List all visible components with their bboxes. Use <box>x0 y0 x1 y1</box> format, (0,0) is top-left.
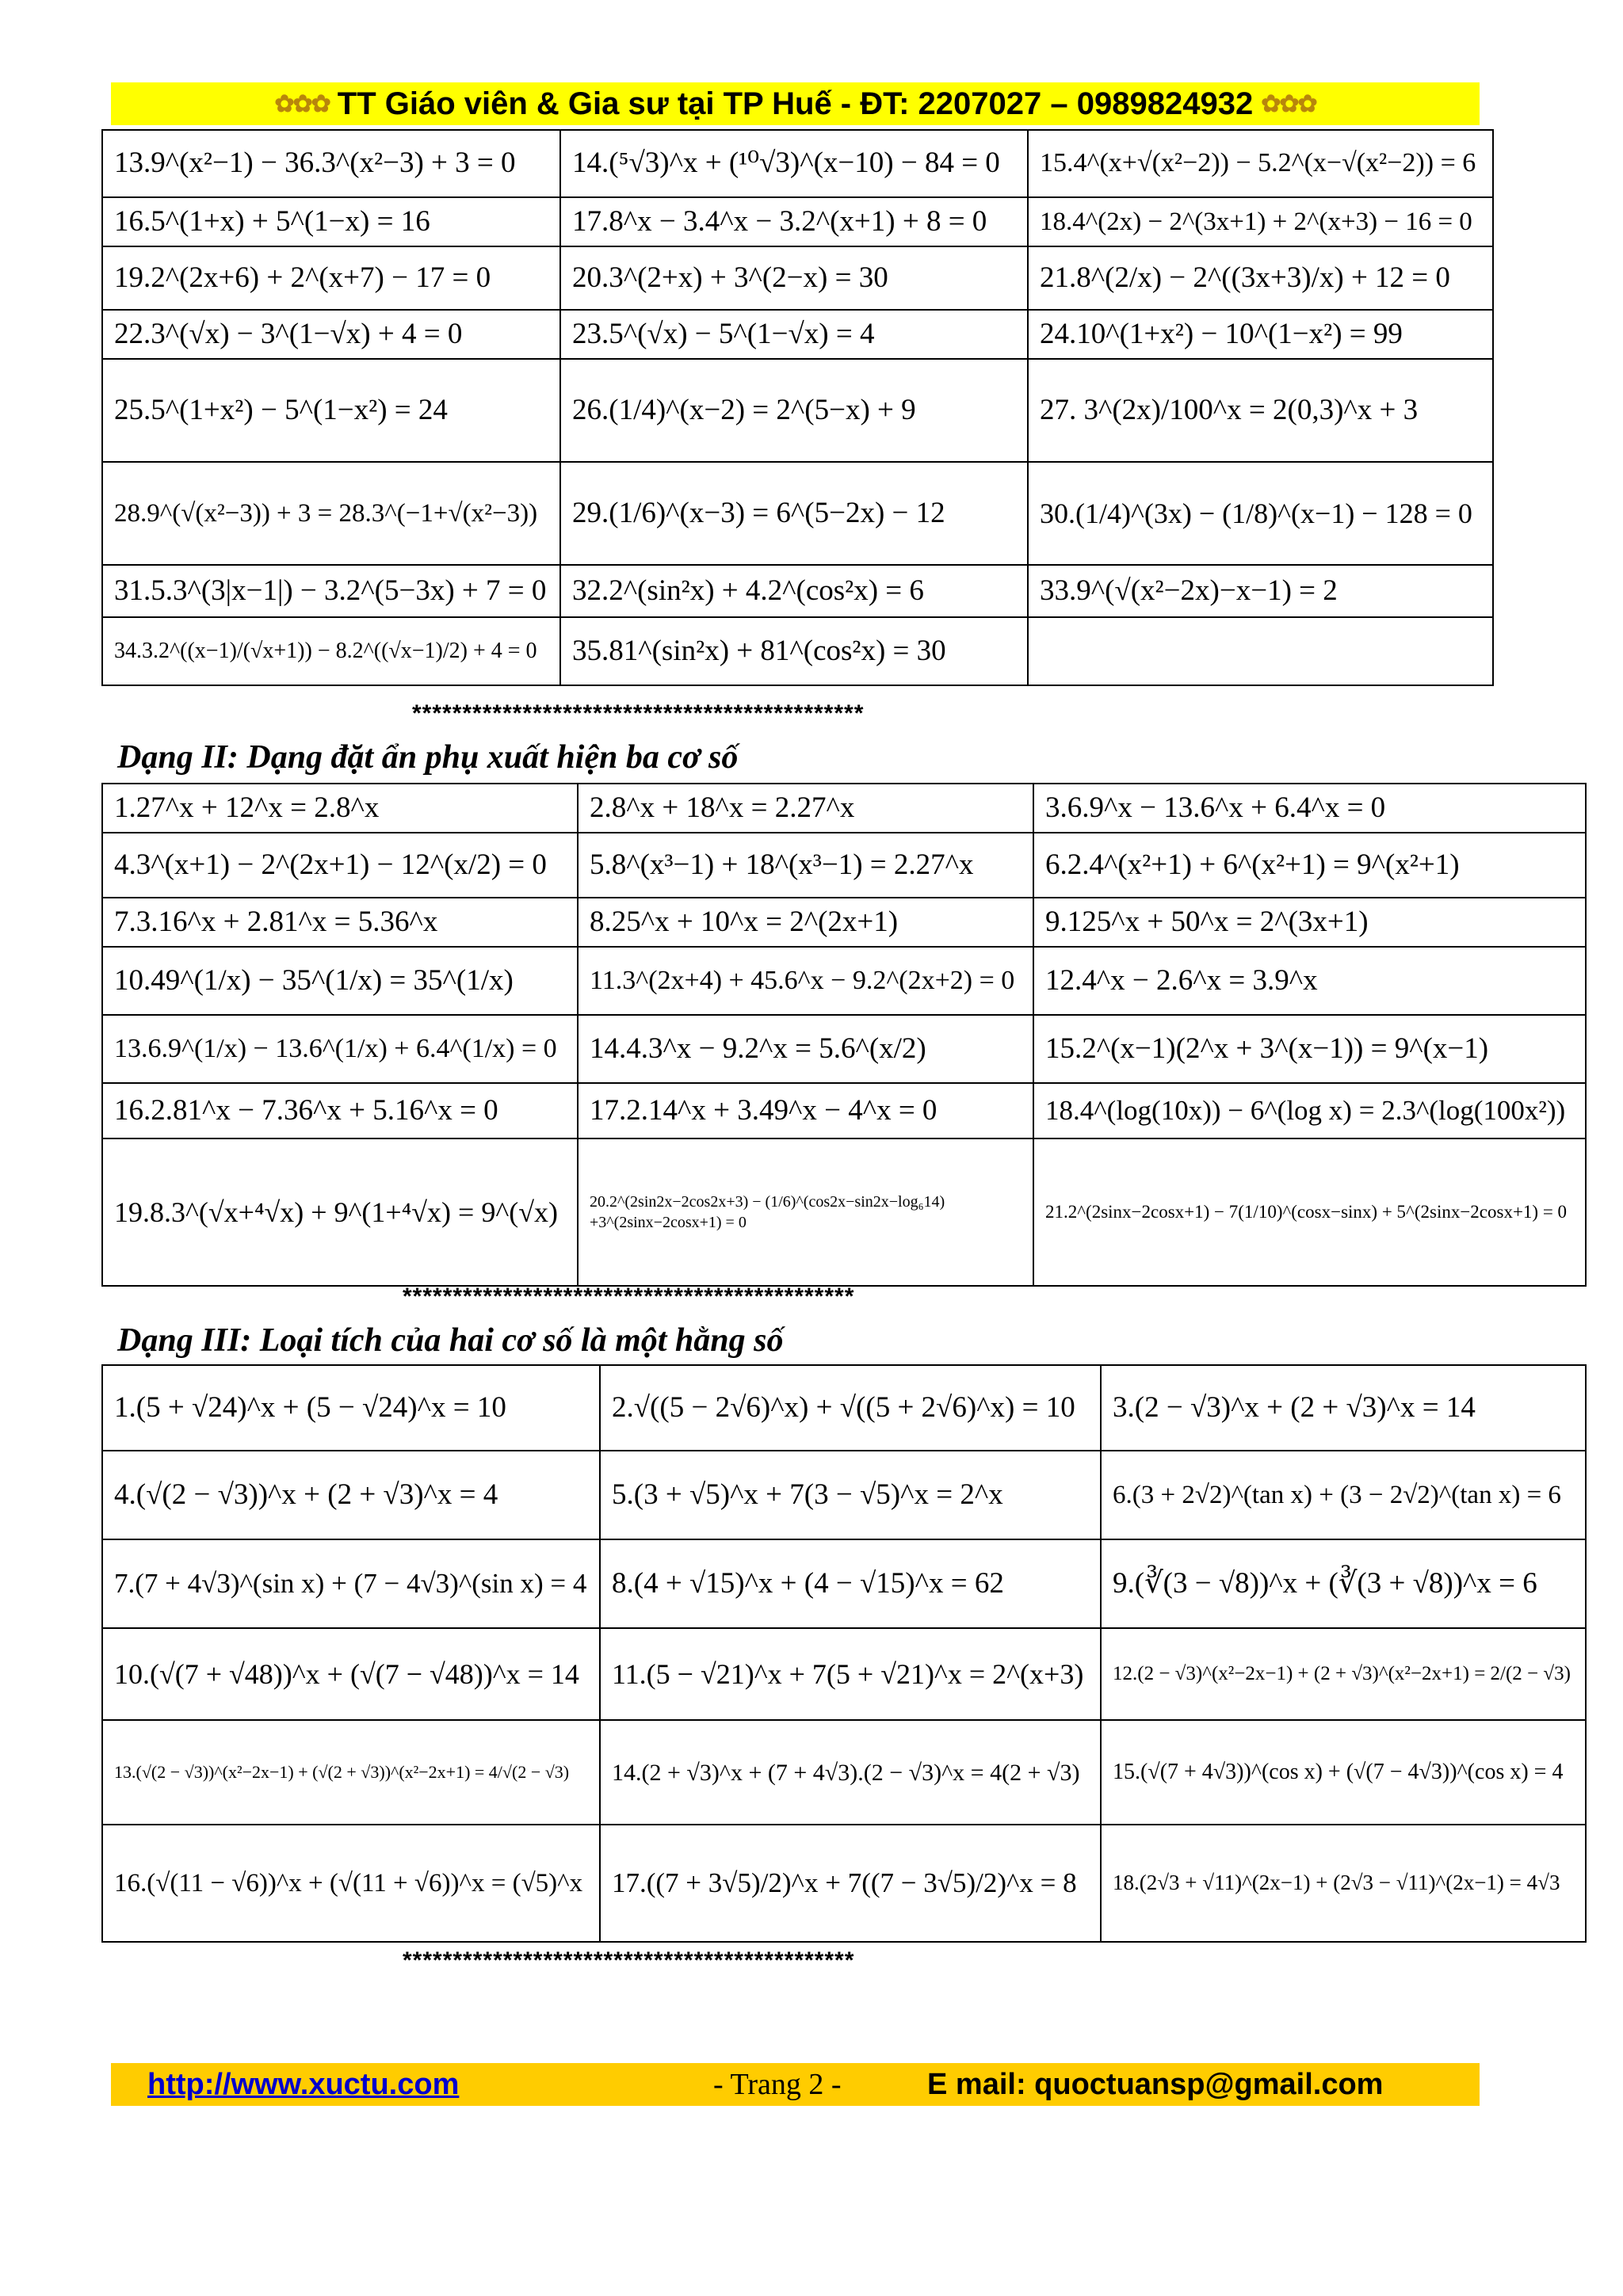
equation-cell <box>560 462 1028 565</box>
equation-cell <box>560 197 1028 246</box>
equation-cell <box>600 1720 1101 1825</box>
equation-text: 18.4^(2x) − 2^(3x+1) + 2^(x+3) − 16 = 0 <box>1040 207 1472 236</box>
equation-row <box>102 1539 1586 1628</box>
equation-text: 14.4.3^x − 9.2^x = 5.6^(x/2) <box>590 1032 926 1066</box>
equation-row <box>102 197 1493 246</box>
equation-text: 30.(1/4)^(3x) − (1/8)^(x−1) − 128 = 0 <box>1040 497 1472 529</box>
equation-cell <box>102 1720 600 1825</box>
equation-text: 11.(5 − √21)^x + 7(5 + √21)^x = 2^(x+3) <box>612 1657 1084 1690</box>
equation-text: 1.(5 + √24)^x + (5 − √24)^x = 10 <box>114 1390 506 1424</box>
equation-text: 15.4^(x+√(x²−2)) − 5.2^(x−√(x²−2)) = 6 <box>1040 148 1476 178</box>
equation-text: 17.8^x − 3.4^x − 3.2^(x+1) + 8 = 0 <box>572 205 987 238</box>
section3-table <box>101 1364 1587 1943</box>
equation-cell <box>578 833 1033 898</box>
equation-cell <box>102 1825 600 1942</box>
equation-text: 22.3^(√x) − 3^(1−√x) + 4 = 0 <box>114 318 463 351</box>
equation-row <box>102 359 1493 462</box>
equation-cell <box>1101 1365 1586 1451</box>
equation-cell <box>102 898 578 947</box>
equation-text: 4.3^(x+1) − 2^(2x+1) − 12^(x/2) = 0 <box>114 849 547 882</box>
equation-cell <box>1101 1720 1586 1825</box>
equation-text: 20.2^(2sin2x−2cos2x+3) − (1/6)^(cos2x−sin2x−log₆14) +3^(2sinx−2cosx+1) = 0 <box>590 1193 945 1232</box>
equation-row <box>102 1138 1586 1286</box>
equation-cell <box>102 246 560 310</box>
equation-text: 13.(√(2 − √3))^(x²−2x−1) + (√(2 + √3))^(x²−2x+1) = 4/√(2 − √3) <box>114 1761 570 1782</box>
page-number: - Trang 2 - <box>713 2068 842 2101</box>
equation-text: 21.2^(2sinx−2cosx+1) − 7(1/10)^(cosx−sinx) + 5^(2sinx−2cosx+1) = 0 <box>1045 1202 1568 1222</box>
equation-text: 18.4^(log(10x)) − 6^(log x) = 2.3^(log(100x²)) <box>1045 1095 1566 1127</box>
equation-text: 12.(2 − √3)^(x²−2x−1) + (2 + √3)^(x²−2x+1) = 2/(2 − √3) <box>1113 1662 1571 1684</box>
equation-cell <box>578 1083 1033 1138</box>
equation-text: 29.(1/6)^(x−3) = 6^(5−2x) − 12 <box>572 497 945 530</box>
equation-cell <box>578 784 1033 833</box>
header-title: TT Giáo viên & Gia sư tại TP Huế - ĐT: 2207027 – 0989824932 <box>337 86 1254 121</box>
equation-text: 21.8^(2/x) − 2^((3x+3)/x) + 12 = 0 <box>1040 261 1450 295</box>
equation-cell <box>560 359 1028 462</box>
equation-cell <box>1033 784 1586 833</box>
equation-text: 33.9^(√(x²−2x)−x−1) = 2 <box>1040 574 1338 608</box>
equation-row <box>102 130 1493 197</box>
equation-cell <box>600 1825 1101 1942</box>
equation-row <box>102 1083 1586 1138</box>
equation-row <box>102 833 1586 898</box>
equation-cell <box>1101 1825 1586 1942</box>
equation-text: 19.2^(2x+6) + 2^(x+7) − 17 = 0 <box>114 261 491 295</box>
equation-text: 9.125^x + 50^x = 2^(3x+1) <box>1045 906 1369 939</box>
equation-text: 7.(7 + 4√3)^(sin x) + (7 − 4√3)^(sin x) = 4 <box>114 1568 587 1600</box>
equation-text: 14.(⁵√3)^x + (¹⁰√3)^(x−10) − 84 = 0 <box>572 147 1000 180</box>
separator-stars-2: ********************************************* <box>403 1283 855 1310</box>
equation-text: 24.10^(1+x²) − 10^(1−x²) = 99 <box>1040 318 1403 351</box>
equation-text: 13.9^(x²−1) − 36.3^(x²−3) + 3 = 0 <box>114 147 516 180</box>
equation-cell <box>1101 1539 1586 1628</box>
equation-cell <box>102 197 560 246</box>
equation-cell <box>102 784 578 833</box>
equation-cell <box>578 947 1033 1015</box>
equation-cell <box>560 617 1028 685</box>
equation-row <box>102 565 1493 617</box>
equation-text: 11.3^(2x+4) + 45.6^x − 9.2^(2x+2) = 0 <box>590 966 1015 996</box>
equation-cell <box>1028 310 1493 359</box>
equation-cell <box>102 565 560 617</box>
equation-cell <box>102 462 560 565</box>
equation-text: 35.81^(sin²x) + 81^(cos²x) = 30 <box>572 635 946 668</box>
equation-cell <box>1033 1138 1586 1286</box>
equation-text: 10.(√(7 + √48))^x + (√(7 − √48))^x = 14 <box>114 1657 579 1690</box>
equation-row <box>102 617 1493 685</box>
equation-text: 20.3^(2+x) + 3^(2−x) = 30 <box>572 261 888 295</box>
equation-row <box>102 1015 1586 1083</box>
equation-text: 23.5^(√x) − 5^(1−√x) = 4 <box>572 318 875 351</box>
equation-text: 32.2^(sin²x) + 4.2^(cos²x) = 6 <box>572 574 924 608</box>
equation-text: 3.6.9^x − 13.6^x + 6.4^x = 0 <box>1045 791 1386 824</box>
equation-row <box>102 1825 1586 1942</box>
website-link[interactable]: http://www.xuctu.com <box>147 2067 460 2101</box>
equation-cell <box>578 1138 1033 1286</box>
equation-cell <box>102 359 560 462</box>
equation-text: 26.(1/4)^(x−2) = 2^(5−x) + 9 <box>572 394 916 427</box>
equation-text: 7.3.16^x + 2.81^x = 5.36^x <box>114 906 438 939</box>
equation-row <box>102 1365 1586 1451</box>
equation-text: 31.5.3^(3|x−1|) − 3.2^(5−3x) + 7 = 0 <box>114 574 547 608</box>
equation-text: 3.(2 − √3)^x + (2 + √3)^x = 14 <box>1113 1390 1476 1424</box>
equation-cell <box>1033 898 1586 947</box>
equation-row <box>102 1720 1586 1825</box>
equation-text: 16.5^(1+x) + 5^(1−x) = 16 <box>114 205 430 238</box>
email-address: E mail: quoctuansp@gmail.com <box>927 2067 1384 2101</box>
equation-cell <box>102 1083 578 1138</box>
equation-cell <box>102 947 578 1015</box>
equation-cell <box>560 565 1028 617</box>
equation-text: 12.4^x − 2.6^x = 3.9^x <box>1045 964 1318 997</box>
equation-text: 15.2^(x−1)(2^x + 3^(x−1)) = 9^(x−1) <box>1045 1032 1489 1066</box>
equation-text: 13.6.9^(1/x) − 13.6^(1/x) + 6.4^(1/x) = 0 <box>114 1034 557 1064</box>
equation-text: 14.(2 + √3)^x + (7 + 4√3).(2 − √3)^x = 4(2 + √3) <box>612 1759 1080 1786</box>
equation-cell <box>1028 246 1493 310</box>
equation-row <box>102 310 1493 359</box>
equation-text: 9.(∛(3 − √8))^x + (∛(3 + √8))^x = 6 <box>1113 1566 1537 1600</box>
equation-row <box>102 784 1586 833</box>
ornament-left: ✿✿✿ <box>274 90 330 117</box>
equation-cell <box>578 898 1033 947</box>
equation-cell <box>102 1628 600 1720</box>
equation-cell <box>102 130 560 197</box>
equation-text: 15.(√(7 + 4√3))^(cos x) + (√(7 − 4√3))^(cos x) = 4 <box>1113 1759 1564 1784</box>
header-banner <box>111 82 1480 125</box>
equation-cell <box>1028 462 1493 565</box>
equation-cell <box>1028 197 1493 246</box>
equation-cell <box>1101 1628 1586 1720</box>
equation-text: 6.(3 + 2√2)^(tan x) + (3 − 2√2)^(tan x) = 6 <box>1113 1480 1561 1509</box>
equation-cell <box>1028 617 1493 685</box>
equation-cell <box>560 246 1028 310</box>
separator-stars-3: ********************************************* <box>403 1947 855 1974</box>
equation-cell <box>600 1628 1101 1720</box>
equation-text: 19.8.3^(√x+⁴√x) + 9^(1+⁴√x) = 9^(√x) <box>114 1196 558 1228</box>
equation-text: 1.27^x + 12^x = 2.8^x <box>114 791 380 824</box>
equation-cell <box>102 1015 578 1083</box>
equation-cell <box>600 1365 1101 1451</box>
equation-text: 28.9^(√(x²−3)) + 3 = 28.3^(−1+√(x²−3)) <box>114 498 538 528</box>
equation-cell <box>578 1015 1033 1083</box>
equation-text: 8.(4 + √15)^x + (4 − √15)^x = 62 <box>612 1566 1004 1600</box>
equation-text: 4.(√(2 − √3))^x + (2 + √3)^x = 4 <box>114 1478 498 1511</box>
equation-cell <box>560 130 1028 197</box>
equation-cell <box>102 1138 578 1286</box>
section2-table <box>101 783 1587 1287</box>
equation-text: 34.3.2^((x−1)/(√x+1)) − 8.2^((√x−1)/2) + 4 = 0 <box>114 638 537 663</box>
equation-row <box>102 246 1493 310</box>
ornament-right: ✿✿✿ <box>1261 90 1316 117</box>
equation-row <box>102 947 1586 1015</box>
footer-bar <box>111 2063 1480 2106</box>
equation-cell <box>560 310 1028 359</box>
section1-table <box>101 129 1494 686</box>
equation-cell <box>1033 833 1586 898</box>
equation-cell <box>102 1451 600 1539</box>
equation-text: 17.2.14^x + 3.49^x − 4^x = 0 <box>590 1094 938 1127</box>
equation-cell <box>102 617 560 685</box>
equation-cell <box>1033 947 1586 1015</box>
equation-cell <box>1033 1015 1586 1083</box>
equation-row <box>102 1628 1586 1720</box>
equation-text: 16.(√(11 − √6))^x + (√(11 + √6))^x = (√5)^x <box>114 1868 583 1897</box>
equation-text: 5.(3 + √5)^x + 7(3 − √5)^x = 2^x <box>612 1478 1003 1511</box>
equation-text: 18.(2√3 + √11)^(2x−1) + (2√3 − √11)^(2x−1) = 4√3 <box>1113 1871 1560 1895</box>
equation-text: 6.2.4^(x²+1) + 6^(x²+1) = 9^(x²+1) <box>1045 849 1460 882</box>
equation-text: 16.2.81^x − 7.36^x + 5.16^x = 0 <box>114 1094 498 1127</box>
equation-cell <box>600 1451 1101 1539</box>
equation-text: 5.8^(x³−1) + 18^(x³−1) = 2.27^x <box>590 849 974 882</box>
section3-heading: Dạng III: Loại tích của hai cơ số là một hằng số <box>117 1322 784 1359</box>
equation-cell <box>1028 565 1493 617</box>
equation-text: 25.5^(1+x²) − 5^(1−x²) = 24 <box>114 394 448 427</box>
equation-row <box>102 898 1586 947</box>
equation-text: 10.49^(1/x) − 35^(1/x) = 35^(1/x) <box>114 964 514 997</box>
equation-text: 27. 3^(2x)/100^x = 2(0,3)^x + 3 <box>1040 394 1419 427</box>
section2-heading: Dạng II: Dạng đặt ẩn phụ xuất hiện ba cơ số <box>117 739 739 776</box>
equation-cell <box>1101 1451 1586 1539</box>
equation-cell <box>102 833 578 898</box>
equation-row <box>102 1451 1586 1539</box>
equation-cell <box>102 1365 600 1451</box>
equation-cell <box>1033 1083 1586 1138</box>
equation-text: 8.25^x + 10^x = 2^(2x+1) <box>590 906 899 939</box>
equation-cell <box>102 1539 600 1628</box>
separator-stars-1: ********************************************* <box>412 700 865 727</box>
equation-text: 2.√((5 − 2√6)^x) + √((5 + 2√6)^x) = 10 <box>612 1390 1075 1424</box>
equation-cell <box>102 310 560 359</box>
equation-row <box>102 462 1493 565</box>
equation-cell <box>600 1539 1101 1628</box>
equation-cell <box>1028 130 1493 197</box>
equation-text: 2.8^x + 18^x = 2.27^x <box>590 791 855 824</box>
equation-cell <box>1028 359 1493 462</box>
equation-text: 17.((7 + 3√5)/2)^x + 7((7 − 3√5)/2)^x = 8 <box>612 1867 1077 1899</box>
